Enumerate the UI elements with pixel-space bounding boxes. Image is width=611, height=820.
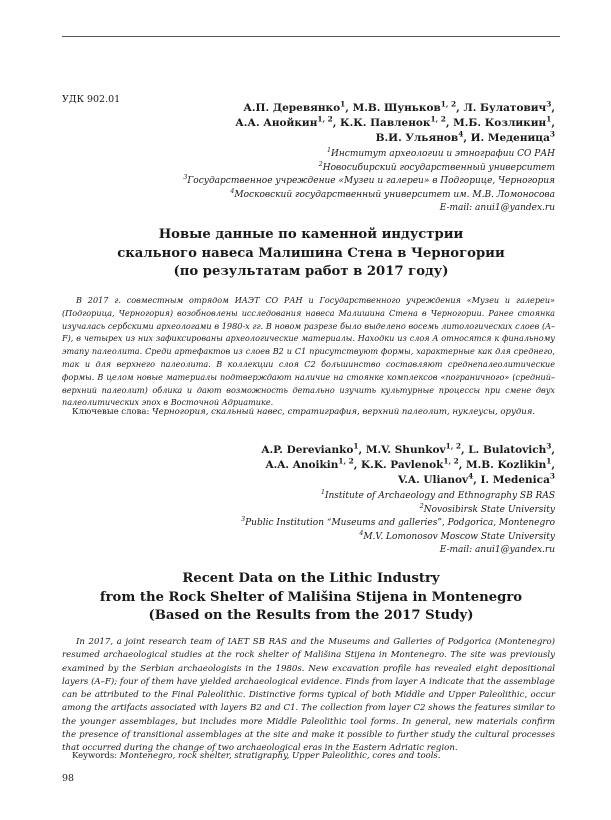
en-title — [62, 570, 560, 626]
author-name: V.A. Ulianov — [397, 474, 469, 486]
author-affiliation-mark: 3 — [546, 99, 552, 109]
author-affiliation-mark: 1 — [546, 456, 552, 466]
affiliation-text: Public Institution “Museums and galleries”, Podgorica, Montenegro — [245, 518, 555, 528]
affiliation-mark: 1 — [320, 489, 325, 496]
author-affiliation-mark: 3 — [549, 471, 555, 481]
affiliation-text: Novosibirsk State University — [423, 504, 555, 515]
en-affiliation — [241, 504, 555, 518]
author-name: I. Medenica — [480, 474, 550, 486]
author-affiliation-mark: 1, 2 — [445, 441, 461, 451]
en-keywords-label: Keywords: — [72, 751, 118, 761]
author-affiliation-mark: 4 — [468, 471, 474, 481]
author-affiliation-mark: 1 — [340, 99, 346, 109]
en-abstract: In 2017, a joint research team of IAET SB RAS and the Museums and Galleries of Podgorica (Montenegro) resumed archaeological studies at the rock shelter of Mališina Stijena in Montenegro. The site was previously examined by the Serbian archaeologists in the 1980s. New excavation profile has revealed eight depositional layers (A–F); four of them have yielded archaeological evidence. Finds from layer A indicate that the assemblage can be attributed to the Final Paleolithic. Distinctive forms typical of both Middle and Upper Paleolithic, occur among the artifacts associated with layers B2 and C1. The collection from layer C2 shows the features similar to the younger assemblages, but includes more Middle Paleolithic tool forms. In general, new materials confirm the presence of transitional assemblages at the site and make it possible to further study the cultural processes that occurred during the change of two archaeological eras in the Eastern Adriatic region. — [62, 637, 555, 754]
ru-title-line: скального навеса Малишина Стена в Черногории — [117, 245, 505, 261]
author-affiliation-mark: 1, 2 — [440, 99, 457, 109]
ru-authors-line-1: А.П. Деревянко$^1$, М.В. Шуньков$^{1, 2}$, Л. Булатович$^3$, — [243, 99, 555, 114]
author-name: М.В. Шуньков — [352, 102, 441, 114]
author-affiliation-mark: 1, 2 — [317, 114, 333, 124]
ru-affiliations — [183, 148, 555, 216]
ru-abstract: В 2017 г. совместным отрядом ИАЭТ СО РАН и Государственного учреждения «Музеи и галереи» (Подгорица, Черногория) возобновлены исследования навеса Малишина Стена в Черногории. Ранее стоянка изучалась сербскими археологами в 1980-х гг. В новом разрезе было выделено восемь литологических слоев (A–F), в четырех из них зафиксированы археологические материалы. Находки из слоя A относятся к финальному этапу палеолита. Среди артефактов из слоев B2 и C1 присутствуют формы, характерные как для среднего, так и для верхнего палеолита. В коллекции слоя C2 большинство составляют среднепалеолитические формы. В целом новые материалы подтверждают наличие на стоянке комплексов «пограничного» (средний–верхний палеолит) облика и дают возможность детально изучить культурные процессы при смене двух палеолитических эпох в Восточной Адриатике. — [62, 295, 555, 408]
author-name: A.A. Anoikin — [265, 459, 339, 471]
ru-keywords-label: Ключевые слова: — [72, 407, 150, 417]
ru-affiliation — [183, 189, 555, 203]
author-affiliation-mark: 4 — [458, 129, 464, 139]
author-name: Л. Булатович — [463, 102, 547, 114]
ru-keywords-text: Черногория, скальный навес, стратиграфия, верхний палеолит, нуклеусы, орудия. — [152, 407, 536, 417]
ru-affiliation — [183, 162, 555, 176]
affiliation-mark: 2 — [419, 502, 424, 510]
author-name: K.K. Pavlenok — [361, 459, 444, 471]
header-rule — [62, 36, 560, 37]
ru-title-line: Новые данные по каменной индустрии — [158, 227, 464, 242]
author-name: M.V. Shunkov — [365, 444, 446, 456]
ru-email: E-mail: anui1@yandex.ru — [439, 203, 555, 213]
ru-authors-line-3: В.И. Ульянов$^4$, И. Меденица$^3$ — [375, 129, 555, 144]
en-title-line: (Based on the Results from the 2017 Study) — [148, 608, 474, 623]
en-authors-line-2: A.A. Anoikin$^{1, 2}$, K.K. Pavlenok$^{1, 2}$, M.B. Kozlikin$^1$, — [265, 456, 555, 471]
en-affiliation — [241, 531, 555, 545]
en-email: E-mail: anui1@yandex.ru — [439, 545, 555, 555]
en-affiliation — [241, 490, 555, 504]
affiliation-text: Новосибирский государственный университет — [322, 162, 555, 173]
author-name: И. Меденица — [470, 132, 550, 144]
affiliation-mark: 4 — [359, 529, 364, 537]
author-name: L. Bulatovich — [468, 444, 547, 456]
ru-keywords — [72, 407, 535, 417]
author-affiliation-mark: 1 — [353, 441, 359, 451]
affiliation-mark: 2 — [318, 160, 323, 168]
author-name: М.Б. Козликин — [453, 117, 547, 129]
ru-affiliation — [183, 148, 555, 162]
en-title-line: Recent Data on the Lithic Industry — [182, 571, 440, 586]
author-affiliation-mark: 1 — [546, 114, 552, 124]
affiliation-mark: 3 — [241, 516, 246, 523]
ru-authors-line-2: А.А. Анойкин$^{1, 2}$, К.К. Павленок$^{1, 2}$, М.Б. Козликин$^1$, — [235, 114, 555, 129]
en-affiliation — [241, 517, 555, 531]
affiliation-text: M.V. Lomonosov Moscow State University — [363, 531, 555, 542]
en-authors-line-3: V.A. Ulianov$^4$, I. Medenica$^3$ — [397, 471, 555, 486]
affiliation-text: Институт археологии и этнографии СО РАН — [331, 149, 555, 159]
affiliation-mark: 1 — [326, 147, 331, 154]
udc-code: УДК 902.01 — [62, 94, 121, 105]
ru-title-line: (по результатам работ в 2017 году) — [173, 264, 449, 279]
affiliation-text: Государственное учреждение «Музеи и галереи» в Подгорице, Черногория — [187, 176, 555, 186]
en-keywords — [72, 751, 441, 761]
page-number: 98 — [62, 773, 75, 784]
affiliation-mark: 4 — [230, 187, 235, 195]
affiliation-text: Московский государственный университет им. М.В. Ломоносова — [234, 189, 555, 200]
author-name: M.B. Kozlikin — [466, 459, 547, 471]
affiliation-text: Institute of Archaeology and Ethnography SB RAS — [324, 491, 555, 501]
author-affiliation-mark: 1, 2 — [430, 114, 446, 124]
author-name: К.К. Павленок — [340, 117, 431, 129]
ru-title — [62, 226, 560, 282]
author-name: А.А. Анойкин — [235, 117, 318, 129]
ru-authors — [235, 101, 555, 146]
en-affiliations — [241, 490, 555, 558]
en-keywords-text: Montenegro, rock shelter, stratigraphy, Upper Paleolithic, cores and tools. — [119, 751, 441, 761]
en-title-line: from the Rock Shelter of Mališina Stijena in Montenegro — [99, 589, 523, 605]
author-affiliation-mark: 1, 2 — [338, 456, 354, 466]
author-name: В.И. Ульянов — [375, 132, 459, 144]
author-name: А.П. Деревянко — [243, 102, 341, 114]
affiliation-mark: 3 — [183, 174, 188, 181]
en-authors — [261, 443, 555, 488]
author-affiliation-mark: 3 — [546, 441, 552, 451]
author-affiliation-mark: 3 — [549, 129, 555, 139]
author-name: A.P. Derevianko — [261, 444, 354, 456]
en-authors-line-1: A.P. Derevianko$^1$, M.V. Shunkov$^{1, 2}$, L. Bulatovich$^3$, — [261, 441, 555, 456]
author-affiliation-mark: 1, 2 — [443, 456, 459, 466]
ru-affiliation — [183, 175, 555, 189]
